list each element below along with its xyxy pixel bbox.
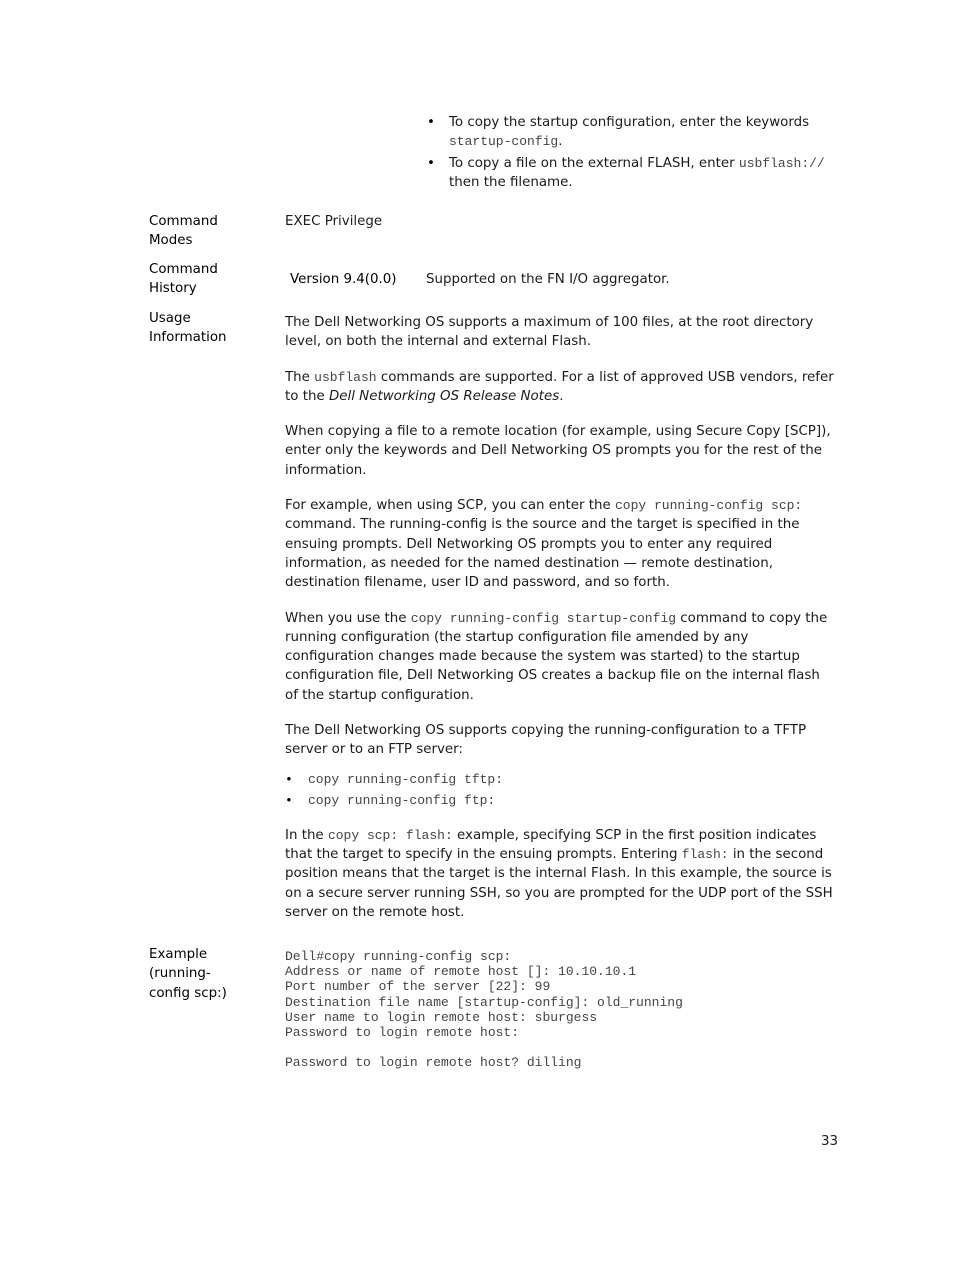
bullet-usbflash: • To copy a file on the external FLASH, enter usbflash:// then the filename. (427, 154, 837, 193)
page-number: 33 (820, 1134, 838, 1149)
code-usbflash: usbflash:// (738, 155, 825, 171)
bullet-startup-config: • To copy the startup configuration, enter the keywords startup-config. (427, 113, 837, 152)
usage-p2: The usbflash commands are supported. For a list of approved USB vendors, refer to the Dell Networking OS Release Notes. (285, 369, 834, 404)
list-item: • copy running-config tftp: (285, 770, 835, 791)
history-version: Version 9.4(0.0) (290, 272, 397, 287)
usage-p4: For example, when using SCP, you can enter the copy running-config scp: command. The running-config is the source and the target is specified in the ensuing prompts. Dell Networking OS prompts you to enter any required information, as needed for the named destination — remote destination, destination filename, user ID and password, and so forth. (285, 498, 803, 591)
usage-p1: The Dell Networking OS supports a maximum of 100 files, at the root directory level, on both the internal and external Flash. (285, 315, 814, 350)
usage-information-label: Usage Information (149, 311, 227, 346)
top-bullet-list (427, 113, 837, 194)
code-copy-scp: copy running-config scp: (615, 498, 803, 514)
command-modes-label: Command Modes (149, 214, 218, 249)
code-startup-config: startup-config (449, 134, 559, 150)
usage-p7: In the copy scp: flash: example, specifying SCP in the first position indicates that the target to specify in the ensuing prompts. Entering flash: in the second position means that the target is the internal Flash. In this example, the source is on a secure server running SSH, so you are prompted for the UDP port of the SSH server on the remote host. (285, 827, 833, 920)
usage-p5: When you use the copy running-config startup-config command to copy the running configuration (the startup configuration file amended by any configuration changes made because the system was started) to the startup configuration file, Dell Networking OS creates a backup file on the internal flash of the startup configuration. (285, 610, 828, 703)
code-copy-scp-flash: copy scp: flash: (327, 827, 453, 843)
example-code-block: Dell#copy running-config scp: Address or name of remote host []: 10.10.10.1 Port number of the server [22]: 99 Destination file name [startup-config]: old_running User name to login remote host: sburgess Password to login remote host: Password to login remote host? dilling (285, 949, 683, 1071)
copy-command-list (285, 770, 835, 812)
command-history-label: Command History (149, 262, 218, 297)
code-copy-startup: copy running-config startup-config (410, 610, 677, 626)
usage-p6: The Dell Networking OS supports copying the running-configuration to a TFTP server or to an FTP server: (285, 723, 807, 758)
list-item: • copy running-config ftp: (285, 791, 835, 812)
history-description: Supported on the FN I/O aggregator. (426, 272, 670, 287)
code-flash: flash: (681, 846, 729, 862)
usage-p3: When copying a file to a remote location (for example, using Secure Copy [SCP]), enter only the keywords and Dell Networking OS prompts you for the rest of the information. (285, 424, 831, 478)
command-modes-value: EXEC Privilege (285, 214, 383, 229)
release-notes-title: Dell Networking OS Release Notes (328, 388, 560, 404)
usage-information-body (285, 313, 835, 938)
example-label: Example (running-config scp:) (149, 947, 227, 1001)
code-usbflash-cmd: usbflash (314, 369, 377, 385)
